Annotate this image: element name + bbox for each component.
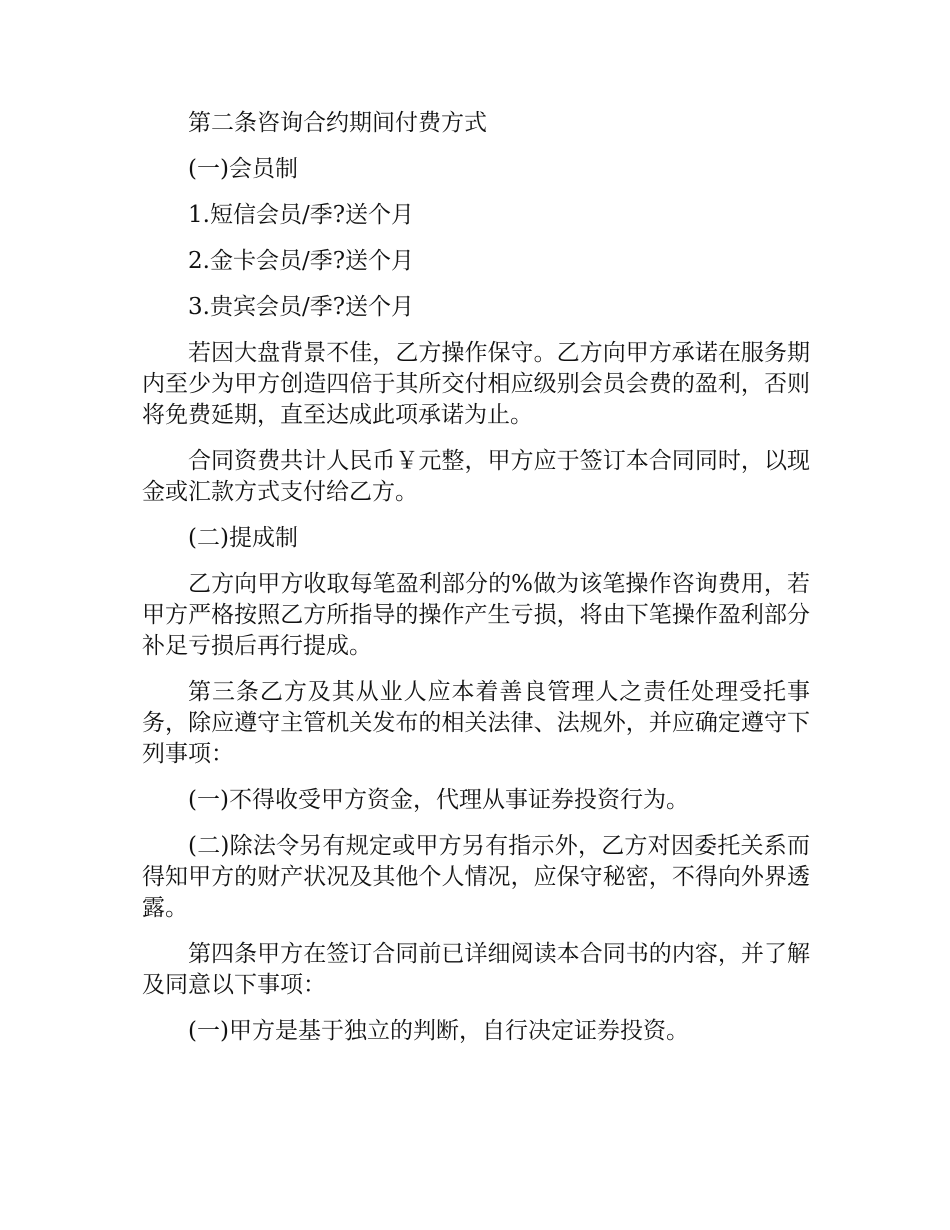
article-3-paragraph: 第三条乙方及其从业人应本着善良管理人之责任处理受托事务，除应遵守主管机关发布的相关法律、法规外，并应确定遵守下列事项：: [142, 679, 810, 767]
vip-membership-item: 3.贵宾会员/季?送个月: [188, 294, 415, 320]
fee-payment-paragraph: 合同资费共计人民币￥元整，甲方应于签订本合同同时，以现金或汇款方式支付给乙方。: [142, 448, 810, 505]
commission-heading: (二)提成制: [188, 525, 298, 551]
membership-heading: (一)会员制: [188, 156, 298, 182]
article-4-item-1: (一)甲方是基于独立的判断，自行决定证券投资。: [188, 1018, 689, 1044]
article-3-item-2: (二)除法令另有规定或甲方另有指示外，乙方对因委托关系而得知甲方的财产状况及其他个人情况，应保守秘密，不得向外界透露。: [142, 833, 810, 921]
article-4-paragraph: 第四条甲方在签订合同前已详细阅读本合同书的内容，并了解及同意以下事项：: [142, 941, 810, 998]
sms-membership-item: 1.短信会员/季?送个月: [188, 202, 415, 228]
commission-paragraph: 乙方向甲方收取每笔盈利部分的%做为该笔操作咨询费用，若甲方严格按照乙方所指导的操作产生亏损，将由下笔操作盈利部分补足亏损后再行提成。: [142, 571, 810, 659]
profit-guarantee-paragraph: 若因大盘背景不佳，乙方操作保守。乙方向甲方承诺在服务期内至少为甲方创造四倍于其所交付相应级别会员会费的盈利，否则将免费延期，直至达成此项承诺为止。: [142, 340, 810, 428]
gold-membership-item: 2.金卡会员/季?送个月: [188, 248, 415, 274]
article-3-item-1: (一)不得收受甲方资金，代理从事证券投资行为。: [188, 787, 689, 813]
contract-body: [142, 108, 810, 1062]
article-2-heading: 第二条咨询合约期间付费方式: [188, 110, 487, 136]
